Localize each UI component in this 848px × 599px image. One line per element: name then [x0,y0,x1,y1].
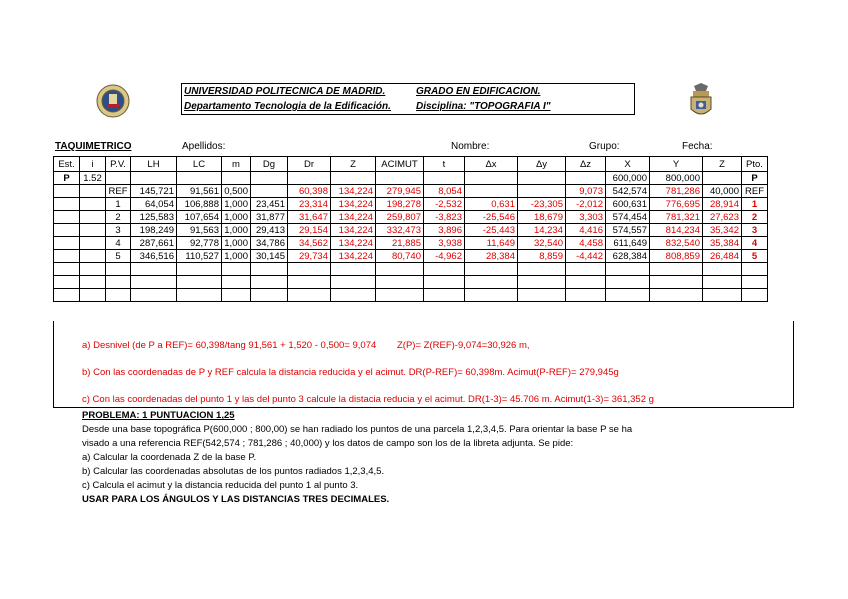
cell-lh: 145,721 [131,185,177,198]
table-row [54,237,768,250]
problem-item-a: a) Calcular la coordenada Z de la base P. [82,452,257,463]
col-header: Est. [54,157,80,172]
cell-m: 0,500 [222,185,251,198]
cell-x: 600,000 [606,172,650,185]
problem-title: PROBLEMA: 1 PUNTUACION 1,25 [82,410,235,421]
section-title: TAQUIMETRICO [55,141,132,152]
cell-m: 1,000 [222,237,251,250]
cell-z: 134,224 [331,250,376,263]
cell-x: 574,454 [606,211,650,224]
col-header: t [424,157,465,172]
cell-lh: 125,583 [131,211,177,224]
col-header: ACIMUT [376,157,424,172]
cell-acimut: 21,885 [376,237,424,250]
station-row [54,172,768,185]
cell-m: 1,000 [222,250,251,263]
cell-y: 800,000 [650,172,703,185]
cell-y: 781,321 [650,211,703,224]
survey-table [53,156,768,302]
cell-dx [465,185,518,198]
cell-dg: 34,786 [251,237,288,250]
fecha-label: Fecha: [682,141,713,152]
cell-t: 3,938 [424,237,465,250]
cell-dr: 34,562 [288,237,331,250]
cell-lc: 91,561 [177,185,222,198]
cell-x: 611,649 [606,237,650,250]
col-header: Z [703,157,742,172]
university-seal-logo [96,84,130,118]
apellidos-label: Apellidos: [182,141,226,152]
cell-dr: 60,398 [288,185,331,198]
col-header: LC [177,157,222,172]
cell-lh: 346,516 [131,250,177,263]
cell-dy: 8,859 [518,250,566,263]
table-header-row [54,157,768,172]
cell-dz: -2,012 [566,198,606,211]
cell-lc: 91,563 [177,224,222,237]
col-header: Dg [251,157,288,172]
empty-row [54,263,768,276]
note-c: c) Con las coordenadas del punto 1 y las del punto 3 calcule la distacia reducia y el acimut. DR(1-3)= 45.706 m. Acimut(1-3)= 361,352 g [82,394,654,405]
discipline-name: Disciplina: "TOPOGRAFIA I" [416,101,551,112]
col-header: Δy [518,157,566,172]
cell-pto: 3 [742,224,768,237]
cell-acimut: 198,278 [376,198,424,211]
cell-pv: 5 [106,250,131,263]
cell-dy [518,185,566,198]
cell-dr: 31,647 [288,211,331,224]
cell-dr: 23,314 [288,198,331,211]
cell-i: 1.52 [80,172,106,185]
school-crest-logo [686,82,716,120]
note-a: a) Desnivel (de P a REF)= 60,398/tang 91,561 + 1,520 - 0,500= 9,074 [82,340,377,351]
department-name: Departamento Tecnologia de la Edificación. [184,101,391,112]
cell-z: 35,342 [703,224,742,237]
cell-y: 781,286 [650,185,703,198]
cell-lc: 92,778 [177,237,222,250]
nombre-label: Nombre: [451,141,490,152]
cell-dz: -4,442 [566,250,606,263]
cell-pto: 4 [742,237,768,250]
col-header: X [606,157,650,172]
empty-row [54,289,768,302]
col-header: Δz [566,157,606,172]
cell-dr: 29,734 [288,250,331,263]
cell-lc: 107,654 [177,211,222,224]
cell-dy: -23,305 [518,198,566,211]
cell-z: 28,914 [703,198,742,211]
cell-y: 808,859 [650,250,703,263]
cell-dx: -25,443 [465,224,518,237]
table-row [54,211,768,224]
empty-row [54,276,768,289]
cell-dg [251,185,288,198]
note-b: b) Con las coordenadas de P y REF calcula la distancia reducida y el acimut. DR(P-REF)= 60,398m. Acimut(P-REF)= 279,945g [82,367,619,378]
col-header: i [80,157,106,172]
cell-pto: P [742,172,768,185]
table-row [54,198,768,211]
cell-m: 1,000 [222,224,251,237]
cell-dg: 23,451 [251,198,288,211]
cell-z: 134,224 [331,198,376,211]
cell-lh: 198,249 [131,224,177,237]
problem-item-b: b) Calcular las coordenadas absolutas de los puntos radiados 1,2,3,4,5. [82,466,385,477]
col-header: Δx [465,157,518,172]
col-header: m [222,157,251,172]
cell-acimut: 279,945 [376,185,424,198]
cell-pto: REF [742,185,768,198]
col-header: P.V. [106,157,131,172]
cell-dg: 31,877 [251,211,288,224]
cell-dy: 18,679 [518,211,566,224]
cell-dx: 0,631 [465,198,518,211]
cell-z: 134,224 [331,211,376,224]
cell-dz: 4,458 [566,237,606,250]
cell-z: 27,623 [703,211,742,224]
cell-dz: 3,303 [566,211,606,224]
cell-acimut: 259,807 [376,211,424,224]
col-header: Dr [288,157,331,172]
col-header: Y [650,157,703,172]
university-name: UNIVERSIDAD POLITECNICA DE MADRID. [184,86,386,97]
grupo-label: Grupo: [589,141,620,152]
cell-pv: 3 [106,224,131,237]
cell-pv: 4 [106,237,131,250]
cell-lh: 64,054 [131,198,177,211]
cell-t: 3,896 [424,224,465,237]
problem-final: USAR PARA LOS ÁNGULOS Y LAS DISTANCIAS TRES DECIMALES. [82,494,390,505]
cell-dx: -25,546 [465,211,518,224]
cell-lc: 106,888 [177,198,222,211]
cell-acimut: 80,740 [376,250,424,263]
cell-est: P [54,172,80,185]
cell-t: -3,823 [424,211,465,224]
table-row [54,185,768,198]
degree-name: GRADO EN EDIFICACION. [416,86,541,97]
cell-x: 600,631 [606,198,650,211]
table-row [54,224,768,237]
cell-t: -4,962 [424,250,465,263]
cell-pv: 2 [106,211,131,224]
cell-lc: 110,527 [177,250,222,263]
problem-line-2: visado a una referencia REF(542,574 ; 781,286 ; 40,000) y los datos de campo son los de la libreta adjunta. Se pide: [82,438,574,449]
cell-x: 542,574 [606,185,650,198]
table-row [54,250,768,263]
cell-x: 628,384 [606,250,650,263]
cell-z: 35,384 [703,237,742,250]
problem-item-c: c) Calcula el acimut y la distancia reducida del punto 1 al punto 3. [82,480,359,491]
col-header: Z [331,157,376,172]
cell-m: 1,000 [222,211,251,224]
cell-pv: 1 [106,198,131,211]
cell-dg: 29,413 [251,224,288,237]
cell-dr: 29,154 [288,224,331,237]
cell-lh: 287,661 [131,237,177,250]
cell-y: 832,540 [650,237,703,250]
cell-dx: 28,384 [465,250,518,263]
cell-dz: 9,073 [566,185,606,198]
col-header: LH [131,157,177,172]
cell-dg: 30,145 [251,250,288,263]
cell-y: 776,695 [650,198,703,211]
cell-pv: REF [106,185,131,198]
cell-dx: 11,649 [465,237,518,250]
cell-z: 134,224 [331,224,376,237]
cell-y: 814,234 [650,224,703,237]
col-header: Pto. [742,157,768,172]
note-a2: Z(P)= Z(REF)-9,074=30,926 m, [397,340,530,351]
cell-acimut: 332,473 [376,224,424,237]
cell-z: 40,000 [703,185,742,198]
cell-t: -2,532 [424,198,465,211]
cell-z: 134,224 [331,185,376,198]
cell-z: 26,484 [703,250,742,263]
cell-t: 8,054 [424,185,465,198]
cell-pto: 5 [742,250,768,263]
cell-dy: 32,540 [518,237,566,250]
cell-dz: 4,416 [566,224,606,237]
problem-line-1: Desde una base topográfica P(600,000 ; 800,00) se han radiado los puntos de una parcela 1,2,3,4,5. Para orientar la base P se ha [82,424,633,435]
cell-pto: 2 [742,211,768,224]
cell-dy: 14,234 [518,224,566,237]
cell-x: 574,557 [606,224,650,237]
cell-m: 1,000 [222,198,251,211]
cell-z: 134,224 [331,237,376,250]
cell-pto: 1 [742,198,768,211]
